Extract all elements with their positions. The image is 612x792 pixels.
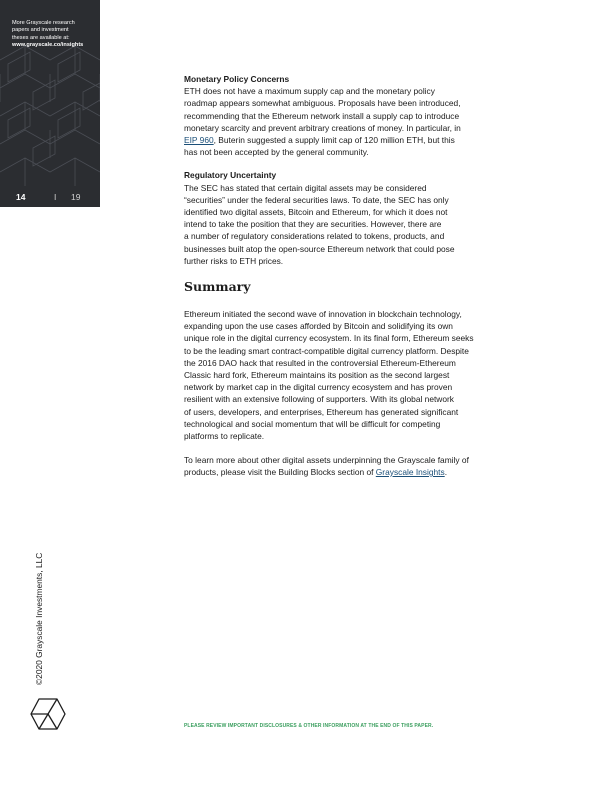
current-page: 14	[16, 192, 26, 202]
text-line	[184, 134, 529, 146]
learn-more-paragraph	[184, 454, 529, 478]
text-line: Ethereum initiated the second wave of innovation in blockchain technology,	[184, 309, 462, 320]
summary-paragraph	[184, 308, 529, 442]
text-line: has not been accepted by the general community.	[184, 147, 369, 158]
text-fragment: .	[444, 466, 448, 477]
text-line: intend to take the position that they are securities. However, there are	[184, 219, 442, 230]
text-fragment: products, please visit the Building Blocks section of	[184, 466, 376, 477]
monetary-policy-section	[184, 73, 529, 158]
text-line: monetary scarcity and prevent arbitrary creations of money. In particular, in	[184, 122, 461, 133]
text-line: platforms to replicate.	[184, 431, 265, 442]
copyright-text: ©2020 Grayscale Investments, LLC	[34, 552, 44, 685]
research-line: theses are available at:	[12, 34, 70, 41]
text-line: a number of regulatory considerations related to tokens, products, and	[184, 231, 445, 242]
text-line: businesses built atop the open-source Ethereum network that could pose	[184, 243, 455, 254]
text-line: of users, developers, and enterprises, Ethereum has generated significant	[184, 406, 459, 417]
research-line: papers and investment	[12, 27, 69, 34]
text-line: recommending that the Ethereum network install a supply cap to introduce	[184, 110, 460, 121]
insights-link[interactable]: www.grayscale.co/insights	[12, 42, 84, 49]
text-line: identified two digital assets, Bitcoin and Ethereum, for which it does not	[184, 207, 448, 218]
text-line: to be the leading smart contract-compatible digital currency platform. Despite	[184, 345, 469, 356]
text-fragment: , Buterin suggested a supply limit cap of 120 million ETH, but this	[213, 135, 455, 146]
text-line: To learn more about other digital assets underpinning the Grayscale family of	[184, 454, 469, 465]
disclosure-notice: PLEASE REVIEW IMPORTANT DISCLOSURES & OTHER INFORMATION AT THE END OF THIS PAPER.	[184, 723, 434, 729]
text-line: Classic hard fork, Ethereum maintains its position as the second largest	[184, 370, 450, 381]
text-line: The SEC has stated that certain digital assets may be considered	[184, 182, 427, 193]
text-line: roadmap appears somewhat ambiguous. Proposals have been introduced,	[184, 98, 461, 109]
summary-title: Summary	[184, 279, 251, 295]
regulatory-paragraph	[184, 182, 529, 267]
text-line	[184, 466, 529, 478]
page-number	[16, 192, 81, 202]
total-pages: 19	[71, 192, 81, 202]
text-line: ETH does not have a maximum supply cap and the monetary policy	[184, 86, 435, 97]
regulatory-section	[184, 169, 529, 267]
page-separator: I	[54, 192, 57, 202]
monetary-policy-paragraph	[184, 85, 529, 158]
research-line: More Grayscale research	[12, 20, 75, 26]
text-line: expanding upon the use cases afforded by Bitcoin and solidifying its own	[184, 321, 453, 332]
monetary-policy-heading: Monetary Policy Concerns	[184, 74, 290, 84]
sidebar-panel	[0, 0, 100, 207]
text-line: technological and social momentum that will be difficult for competing	[184, 418, 441, 429]
text-line: further risks to ETH prices.	[184, 255, 284, 266]
grayscale-insights-link[interactable]: Grayscale Insights	[375, 466, 445, 477]
regulatory-heading: Regulatory Uncertainty	[184, 170, 277, 181]
text-line: the 2016 DAO hack that resulted in the controversial Ethereum-Ethereum	[184, 357, 456, 368]
text-line: network by market cap in the digital currency ecosystem and has proven	[184, 382, 453, 393]
main-content	[184, 73, 529, 478]
eip-960-link[interactable]: EIP 960	[184, 135, 214, 146]
text-line: unique role in the digital currency ecosystem. In its final form, Ethereum seeks	[184, 333, 474, 344]
text-line: “securities” under the federal securities laws. To date, the SEC has only	[184, 194, 449, 205]
grayscale-logo-icon	[29, 697, 67, 731]
text-line: resilient with an extensive following of supporters. With its global network	[184, 394, 454, 405]
research-note	[12, 20, 96, 50]
